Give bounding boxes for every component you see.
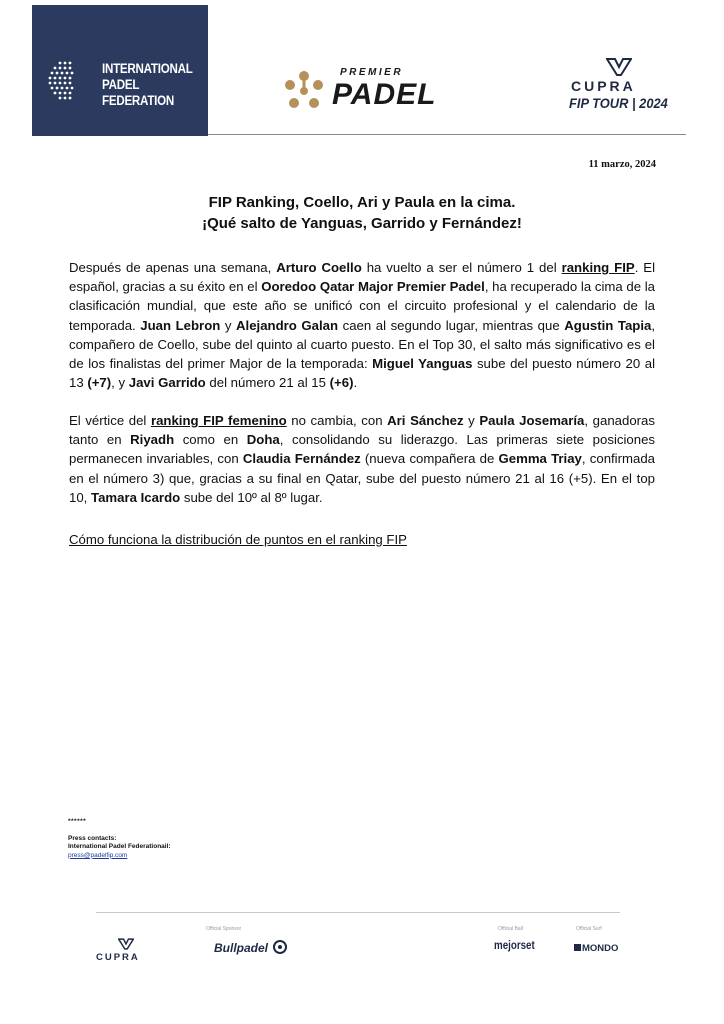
paragraph-men-ranking xyxy=(69,258,655,392)
title-line-1: FIP Ranking, Coello, Ari y Paula en la cima. xyxy=(208,194,516,211)
cupra-fip-tour-logo xyxy=(568,56,672,116)
ipf-logo xyxy=(32,5,208,136)
footer-divider xyxy=(96,912,620,913)
text-run: no cambia, con xyxy=(286,413,388,428)
mondo-mark-icon xyxy=(574,944,581,951)
footer-cupra-logo xyxy=(96,938,158,964)
text-run: , y xyxy=(111,375,129,391)
ipf-wordmark xyxy=(102,61,193,109)
contacts-email-link[interactable]: press@padelfip.com xyxy=(68,851,128,859)
text-run: . El español, gracias a su éxito en el xyxy=(69,260,656,295)
text-run: y xyxy=(220,317,237,333)
cupra-emblem-icon xyxy=(606,58,632,76)
premier-padel-logo xyxy=(282,64,482,114)
player-name: Javi Garrido xyxy=(128,375,206,391)
player-name: Tamara Icardo xyxy=(91,489,181,505)
footer-caption: Official Ball xyxy=(498,926,523,932)
text-run: El vértice del xyxy=(69,413,151,428)
city-name: Doha xyxy=(246,432,280,448)
bullpadel-logo xyxy=(214,940,289,955)
text-run: del número 21 al 15 xyxy=(205,375,330,391)
ipf-line: INTERNATIONAL xyxy=(102,61,193,76)
header-divider xyxy=(208,134,686,135)
text-run: , consolidando su liderazgo. Las primeras siete posiciones permanecen invariables, con xyxy=(69,432,655,467)
footer-caption: Official Surf xyxy=(576,926,602,932)
rank-change: (+6) xyxy=(329,375,354,391)
mondo-logo xyxy=(574,943,618,954)
premier-padel-star-icon xyxy=(282,70,326,112)
mondo-wordmark: MONDO xyxy=(582,943,619,954)
ipf-line: PADEL xyxy=(102,77,140,92)
press-date: 11 marzo, 2024 xyxy=(588,159,656,170)
footer-caption: Official Sponsor xyxy=(206,926,242,932)
points-distribution-link[interactable]: Cómo funciona la distribución de puntos en el ranking FIP xyxy=(69,532,407,547)
mejorset-logo: mejorset xyxy=(494,940,535,952)
player-name: Miguel Yanguas xyxy=(372,356,473,372)
ipf-line: FEDERATION xyxy=(102,93,175,108)
text-run: , compañero de Coello, sube del quinto al cuarto puesto. En el Top 30, el salto más significativo es el de los finalistas del primer Major de la temporada: xyxy=(69,317,656,372)
text-run: caen al segundo lugar, mientras que xyxy=(338,317,565,333)
text-run: . xyxy=(353,375,358,391)
text-run: , ganadoras tanto en xyxy=(69,413,655,448)
press-contacts xyxy=(68,818,171,860)
text-run: sube del 10º al 8º lugar. xyxy=(180,489,323,505)
city-name: Riyadh xyxy=(130,432,175,448)
text-run: como en xyxy=(174,432,247,448)
player-name: Alejandro Galan xyxy=(236,317,339,333)
bullpadel-emblem-icon xyxy=(271,940,289,954)
text-run: (nueva compañera de xyxy=(360,451,499,467)
bullpadel-wordmark: Bullpadel xyxy=(214,941,269,955)
premier-small-text: PREMIER xyxy=(340,67,404,78)
padel-ball-icon xyxy=(46,57,76,107)
rank-change: (+7) xyxy=(87,375,112,391)
player-name: Claudia Fernández xyxy=(242,451,361,467)
player-name: Juan Lebron xyxy=(140,317,221,333)
cupra-wordmark: CUPRA xyxy=(96,952,140,963)
press-title xyxy=(0,192,724,234)
ranking-fip-femenino-link[interactable]: ranking FIP femenino xyxy=(150,413,287,428)
title-line-2: ¡Qué salto de Yanguas, Garrido y Fernández! xyxy=(202,215,522,232)
text-run: Después de apenas una semana, xyxy=(69,260,277,275)
tournament-name: Ooredoo Qatar Major Premier Padel xyxy=(261,279,485,295)
player-name: Agustin Tapia xyxy=(564,317,652,333)
contacts-label: Press contacts: xyxy=(68,834,117,842)
cupra-emblem-icon xyxy=(118,938,134,950)
text-run: sube del puesto número 20 al 13 xyxy=(69,356,655,391)
contacts-org: International Padel Federationail: xyxy=(68,843,171,850)
player-name: Ari Sánchez xyxy=(387,413,464,428)
text-run: , confirmada en el número 3) que, gracias a su final en Qatar, sube del puesto número 21 al 16 (+5). En el top 10, xyxy=(69,451,655,505)
player-name: Paula Josemaría xyxy=(479,413,585,428)
text-run: , ha recuperado la cima de la clasificación mundial, que este año se unificó con el circuito profesional y el calendario de la temporada. xyxy=(69,279,655,333)
padel-big-text: PADEL xyxy=(332,78,437,111)
text-run: y xyxy=(463,413,480,428)
fip-tour-2024: FIP TOUR | 2024 xyxy=(569,95,668,111)
player-name: Arturo Coello xyxy=(276,260,362,275)
separator-stars: ****** xyxy=(68,818,87,825)
paragraph-women-ranking xyxy=(69,411,655,507)
cupra-wordmark: CUPRA xyxy=(571,78,636,94)
text-run: ha vuelto a ser el número 1 del xyxy=(361,260,562,275)
player-name: Gemma Triay xyxy=(498,451,582,467)
ranking-fip-link[interactable]: ranking FIP xyxy=(561,260,635,275)
